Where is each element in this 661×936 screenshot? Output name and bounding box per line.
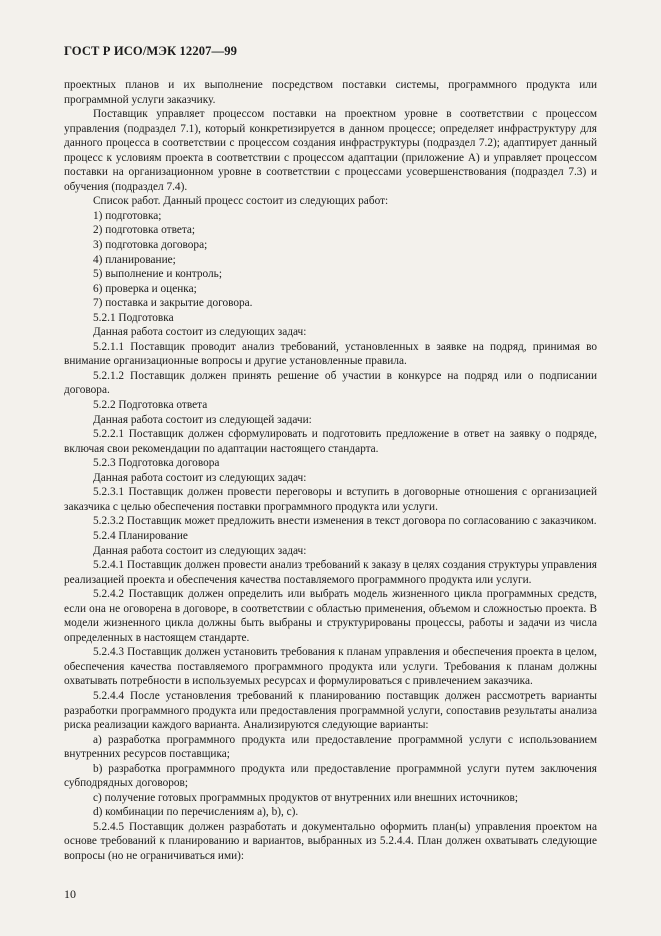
paragraph: 5.2.3.2 Поставщик может предложить внести изменения в текст договора по согласованию с заказчиком. bbox=[93, 515, 597, 528]
paragraph: 5.2.4.1 Поставщик должен провести анализ требований к заказу в целях создания структуры управления реализацией проекта и обеспечения качества поставляемого программного продукта или услуги. bbox=[64, 559, 597, 586]
paragraph: 1) подготовка; bbox=[93, 209, 162, 222]
paragraph: 2) подготовка ответа; bbox=[93, 224, 196, 237]
paragraph: 4) планирование; bbox=[93, 253, 176, 266]
paragraph: b) разработка программного продукта или предоставление программной услуги путем заключения субподрядных договоров; bbox=[64, 762, 597, 790]
paragraph: 5.2.3.1 Поставщик должен провести переговоры и вступить в договорные отношения с организацией заказчика с целью обеспечения поставки программного продукта или услуги. bbox=[64, 486, 597, 513]
paragraph: проектных планов и их выполнение посредством поставки системы, программного продукта или программной услуги заказчику. bbox=[64, 79, 597, 106]
document-header: ГОСТ Р ИСО/МЭК 12207—99 bbox=[64, 44, 237, 58]
paragraph: 5.2.4.5 Поставщик должен разработать и документально оформить план(ы) управления проектом на основе требований к планированию и вариантов, выбранных из 5.2.4.4. План должен охватывать следующие вопросы (но не ограничиваться ими): bbox=[64, 820, 597, 862]
paragraph: 5.2.2.1 Поставщик должен сформулировать и подготовить предложение в ответ на заявку о подряде, включая свои рекомендации по адаптации настоящего стандарта. bbox=[64, 428, 597, 455]
page-number: 10 bbox=[64, 887, 76, 901]
paragraph: 5.2.4.4 После установления требований к планированию поставщик должен рассмотреть варианты разработки программного продукта или предоставления программной услуги, сопоставив результаты анализа риска реализации каждого варианта. Анализируются следующие варианты: bbox=[64, 689, 597, 732]
paragraph: 5) выполнение и контроль; bbox=[93, 268, 222, 281]
paragraph: 3) подготовка договора; bbox=[93, 239, 208, 252]
paragraph: 5.2.1 Подготовка bbox=[93, 311, 174, 324]
paragraph: a) разработка программного продукта или предоставление программной услуги с использованием внутренних ресурсов поставщика; bbox=[64, 733, 597, 761]
paragraph: 5.2.1.1 Поставщик проводит анализ требований, установленных в заявке на подряд, принимая во внимание организационные вопросы и другие установленные правила. bbox=[64, 340, 597, 368]
paragraph: c) получение готовых программных продуктов от внутренних или внешних источников; bbox=[93, 791, 518, 804]
paragraph: d) комбинации по перечислениям a), b), c). bbox=[93, 806, 299, 819]
paragraph: 5.2.1.2 Поставщик должен принять решение об участии в конкурсе на подряд или о подписании договора. bbox=[64, 369, 597, 397]
paragraph: 6) проверка и оценка; bbox=[93, 282, 197, 295]
paragraph: 5.2.4 Планирование bbox=[93, 529, 188, 542]
paragraph: Поставщик управляет процессом поставки на проектном уровне в соответствии с процессом управления (подраздел 7.1), который конкретизируется в данном процессе; определяет инфраструктуру для данного процесса в соответствии с процессом создания инфраструктуры (подраздел 7.2); адаптирует данный процесс к условиям проекта в соответствии с процессом адаптации (приложение А) и управляет процессом поставки на организационном уровне в соответствии с процессами усовершенствования (подраздел 7.3) и обучения (подраздел 7.4). bbox=[64, 108, 597, 193]
paragraph: Данная работа состоит из следующей задачи: bbox=[93, 413, 312, 426]
paragraph: 5.2.3 Подготовка договора bbox=[93, 457, 220, 470]
paragraph: Данная работа состоит из следующих задач: bbox=[93, 544, 307, 557]
paragraph: 5.2.2 Подготовка ответа bbox=[93, 399, 208, 412]
paragraph: Данная работа состоит из следующих задач: bbox=[93, 326, 307, 339]
paragraph: Данная работа состоит из следующих задач: bbox=[93, 471, 307, 484]
paragraph: 5.2.4.2 Поставщик должен определить или выбрать модель жизненного цикла программных средств, если она не оговорена в договоре, в соответствии с областью применения, объемом и сложностью проекта. В модели жизненного цикла должны быть выбраны и структурированы процессы, работы и задачи из числа определенных в настоящем стандарте. bbox=[64, 588, 597, 644]
paragraph: 5.2.4.3 Поставщик должен установить требования к планам управления и обеспечения проекта в целом, обеспечения качества поставляемого программного продукта или услуги. Требования к планам должны охватывать потребности в используемых ресурсах и формулироваться с привлечением заказчика. bbox=[64, 646, 597, 688]
paragraph: Список работ. Данный процесс состоит из следующих работ: bbox=[93, 195, 389, 208]
paragraph: 7) поставка и закрытие договора. bbox=[93, 297, 253, 310]
document-body bbox=[64, 78, 597, 864]
